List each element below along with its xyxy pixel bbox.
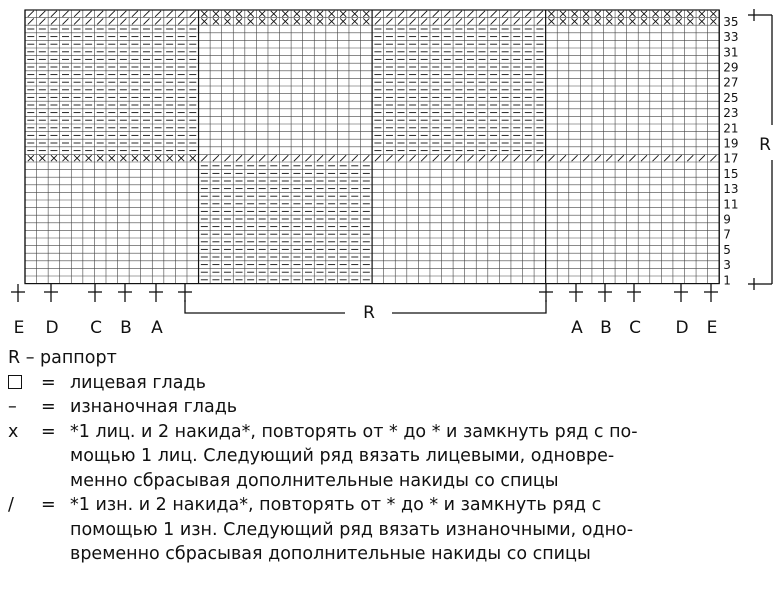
slash-symbol <box>155 18 161 24</box>
x-symbol <box>282 18 288 24</box>
row-label: 11 <box>723 197 739 212</box>
slash-symbol <box>479 11 485 17</box>
x-symbol <box>248 11 254 17</box>
x-symbol <box>294 11 300 17</box>
slash-symbol <box>537 155 543 161</box>
x-symbol <box>39 155 45 161</box>
x-symbol <box>641 11 647 17</box>
legend-symbol <box>8 371 32 396</box>
x-symbol <box>618 11 624 17</box>
slash-symbol <box>572 155 578 161</box>
legend-symbol: x <box>8 421 19 442</box>
x-symbol <box>109 155 115 161</box>
marker-plus <box>149 284 163 302</box>
slash-symbol <box>178 18 184 24</box>
x-symbol <box>282 11 288 17</box>
slash-symbol <box>248 155 254 161</box>
x-symbol <box>664 11 670 17</box>
legend-text-continued: временно сбрасывая дополнительные накиды со спицы <box>70 544 591 564</box>
marker-plus <box>569 284 583 302</box>
x-symbol <box>629 18 635 24</box>
x-symbol <box>687 11 693 17</box>
x-symbol <box>74 155 80 161</box>
slash-symbol <box>502 155 508 161</box>
slash-symbol <box>537 11 543 17</box>
slash-symbol <box>629 155 635 161</box>
slash-symbol <box>664 155 670 161</box>
marker-plus <box>627 284 641 302</box>
row-label: 15 <box>723 166 739 181</box>
marker-label-right: E <box>706 318 718 338</box>
slash-symbol <box>456 11 462 17</box>
slash-symbol <box>62 18 68 24</box>
slash-symbol <box>444 18 450 24</box>
slash-symbol <box>491 18 497 24</box>
slash-symbol <box>525 11 531 17</box>
slash-symbol <box>676 155 682 161</box>
legend-repeat-text: R – раппорт <box>8 348 117 368</box>
slash-symbol <box>74 11 80 17</box>
slash-symbol <box>39 18 45 24</box>
x-symbol <box>86 155 92 161</box>
slash-symbol <box>51 11 57 17</box>
slash-symbol <box>433 155 439 161</box>
slash-symbol <box>514 11 520 17</box>
marker-plus <box>539 284 553 302</box>
slash-symbol <box>132 11 138 17</box>
slash-symbol <box>433 18 439 24</box>
legend-equals: = <box>41 372 56 393</box>
slash-symbol <box>282 155 288 161</box>
legend-text: *1 изн. и 2 накида*, повторять от * до * и замкнуть ряд с <box>70 495 602 515</box>
x-symbol <box>710 11 716 17</box>
x-symbol <box>329 11 335 17</box>
slash-symbol <box>502 11 508 17</box>
legend-text: *1 лиц. и 2 накида*, повторять от * до * и замкнуть ряд с по- <box>70 421 638 442</box>
slash-symbol <box>167 11 173 17</box>
slash-symbol <box>363 155 369 161</box>
legend-symbol: – <box>8 397 17 417</box>
x-symbol <box>213 18 219 24</box>
slash-symbol <box>421 155 427 161</box>
slash-symbol <box>398 11 404 17</box>
slash-symbol <box>190 18 196 24</box>
x-symbol <box>363 18 369 24</box>
slash-symbol <box>51 18 57 24</box>
row-label: 5 <box>723 242 731 257</box>
slash-symbol <box>213 155 219 161</box>
legend-equals: = <box>41 397 56 417</box>
x-symbol <box>676 11 682 17</box>
row-label: 7 <box>723 227 731 242</box>
slash-symbol <box>537 18 543 24</box>
slash-symbol <box>190 11 196 17</box>
x-symbol <box>120 155 126 161</box>
marker-label-right: C <box>629 318 641 338</box>
x-symbol <box>363 11 369 17</box>
x-symbol <box>340 11 346 17</box>
slash-symbol <box>687 155 693 161</box>
x-symbol <box>305 18 311 24</box>
marker-label-right: D <box>675 318 689 338</box>
x-symbol <box>51 155 57 161</box>
slash-symbol <box>375 18 381 24</box>
slash-symbol <box>653 155 659 161</box>
marker-label-left: E <box>13 318 25 338</box>
legend-repeat-line <box>8 346 778 371</box>
marker-plus <box>88 284 102 302</box>
slash-symbol <box>491 11 497 17</box>
slash-symbol <box>86 11 92 17</box>
x-symbol <box>560 18 566 24</box>
x-symbol <box>178 155 184 161</box>
slash-symbol <box>28 18 34 24</box>
legend-item <box>8 395 778 420</box>
row-label: 21 <box>723 121 739 136</box>
slash-symbol <box>525 155 531 161</box>
marker-label-right: A <box>571 318 583 338</box>
x-symbol <box>653 11 659 17</box>
slash-symbol <box>444 11 450 17</box>
slash-symbol <box>410 11 416 17</box>
slash-symbol <box>236 155 242 161</box>
row-label: 25 <box>723 90 739 105</box>
row-label: 13 <box>723 182 739 197</box>
x-symbol <box>352 11 358 17</box>
legend-text-continued: мощью 1 лиц. Следующий ряд вязать лицевыми, одновре- <box>70 446 615 466</box>
x-symbol <box>317 11 323 17</box>
x-symbol <box>201 18 207 24</box>
row-label: 27 <box>723 75 739 90</box>
row-label: 29 <box>723 60 739 75</box>
slash-symbol <box>143 18 149 24</box>
row-label: 31 <box>723 45 739 60</box>
slash-symbol <box>329 155 335 161</box>
marker-label-left: D <box>45 318 59 338</box>
legend-text: лицевая гладь <box>70 372 206 393</box>
x-symbol <box>710 18 716 24</box>
x-symbol <box>641 18 647 24</box>
x-symbol <box>143 155 149 161</box>
slash-symbol <box>340 155 346 161</box>
marker-label-left: A <box>151 318 163 338</box>
x-symbol <box>548 18 554 24</box>
x-symbol <box>132 155 138 161</box>
slash-symbol <box>606 155 612 161</box>
x-symbol <box>560 11 566 17</box>
legend-text: изнаночная гладь <box>70 397 238 417</box>
row-label: 23 <box>723 106 739 121</box>
x-symbol <box>271 18 277 24</box>
x-symbol <box>687 18 693 24</box>
slash-symbol <box>699 155 705 161</box>
x-symbol <box>618 18 624 24</box>
slash-symbol <box>583 155 589 161</box>
slash-symbol <box>120 18 126 24</box>
slash-symbol <box>97 11 103 17</box>
slash-symbol <box>62 11 68 17</box>
slash-symbol <box>456 155 462 161</box>
slash-symbol <box>710 155 716 161</box>
slash-symbol <box>155 11 161 17</box>
knit-box-icon <box>8 375 22 389</box>
x-symbol <box>606 18 612 24</box>
slash-symbol <box>398 18 404 24</box>
slash-symbol <box>259 155 265 161</box>
right-repeat-label: R <box>759 135 771 155</box>
slash-symbol <box>120 11 126 17</box>
x-symbol <box>664 18 670 24</box>
legend-text-continued: менно сбрасывая дополнительные накиды со спицы <box>70 470 559 491</box>
slash-symbol <box>201 155 207 161</box>
x-symbol <box>629 11 635 17</box>
x-symbol <box>699 18 705 24</box>
x-symbol <box>28 155 34 161</box>
slash-symbol <box>525 18 531 24</box>
slash-symbol <box>224 155 230 161</box>
marker-plus <box>118 284 132 302</box>
slash-symbol <box>167 18 173 24</box>
x-symbol <box>340 18 346 24</box>
legend-equals: = <box>41 421 56 442</box>
slash-symbol <box>514 155 520 161</box>
bracket-left-arm <box>185 300 345 313</box>
row-label: 9 <box>723 212 731 227</box>
slash-symbol <box>74 18 80 24</box>
slash-symbol <box>386 155 392 161</box>
x-symbol <box>572 18 578 24</box>
slash-symbol <box>641 155 647 161</box>
slash-symbol <box>548 155 554 161</box>
row-label: 19 <box>723 136 739 151</box>
x-symbol <box>595 11 601 17</box>
legend-equals: = <box>41 495 56 515</box>
slash-symbol <box>294 155 300 161</box>
marker-label-left: B <box>120 318 132 338</box>
x-symbol <box>155 155 161 161</box>
marker-label-left: C <box>90 318 102 338</box>
slash-symbol <box>143 11 149 17</box>
slash-symbol <box>467 11 473 17</box>
x-symbol <box>167 155 173 161</box>
x-symbol <box>583 18 589 24</box>
bracket-right-arm <box>392 300 546 313</box>
x-symbol <box>97 155 103 161</box>
slash-symbol <box>514 18 520 24</box>
x-symbol <box>236 18 242 24</box>
slash-symbol <box>39 11 45 17</box>
slash-symbol <box>132 18 138 24</box>
slash-symbol <box>305 155 311 161</box>
slash-symbol <box>467 155 473 161</box>
slash-symbol <box>502 18 508 24</box>
marker-plus <box>598 284 612 302</box>
x-symbol <box>213 11 219 17</box>
x-symbol <box>305 11 311 17</box>
x-symbol <box>271 11 277 17</box>
slash-symbol <box>421 18 427 24</box>
x-symbol <box>259 18 265 24</box>
row-label: 3 <box>723 258 731 273</box>
row-label: 17 <box>723 151 739 166</box>
x-symbol <box>583 11 589 17</box>
row-label: 33 <box>723 30 739 45</box>
x-symbol <box>224 11 230 17</box>
slash-symbol <box>456 18 462 24</box>
slash-symbol <box>618 155 624 161</box>
slash-symbol <box>491 155 497 161</box>
slash-symbol <box>386 11 392 17</box>
slash-symbol <box>109 11 115 17</box>
x-symbol <box>201 11 207 17</box>
x-symbol <box>329 18 335 24</box>
x-symbol <box>259 11 265 17</box>
slash-symbol <box>271 155 277 161</box>
slash-symbol <box>386 18 392 24</box>
x-symbol <box>294 18 300 24</box>
legend-items <box>8 371 778 567</box>
slash-symbol <box>86 18 92 24</box>
slash-symbol <box>467 18 473 24</box>
slash-symbol <box>444 155 450 161</box>
x-symbol <box>548 11 554 17</box>
slash-symbol <box>595 155 601 161</box>
slash-symbol <box>352 155 358 161</box>
slash-symbol <box>479 18 485 24</box>
slash-symbol <box>109 18 115 24</box>
slash-symbol <box>421 11 427 17</box>
slash-symbol <box>410 155 416 161</box>
marker-label-right: B <box>600 318 612 338</box>
x-symbol <box>236 11 242 17</box>
slash-symbol <box>410 18 416 24</box>
slash-symbol <box>317 155 323 161</box>
slash-symbol <box>178 11 184 17</box>
legend-item <box>8 371 778 396</box>
x-symbol <box>190 155 196 161</box>
slash-symbol <box>560 155 566 161</box>
x-symbol <box>606 11 612 17</box>
slash-symbol <box>97 18 103 24</box>
row-label: 1 <box>723 273 731 288</box>
x-symbol <box>224 18 230 24</box>
slash-symbol <box>375 11 381 17</box>
x-symbol <box>699 11 705 17</box>
slash-symbol <box>28 11 34 17</box>
x-symbol <box>62 155 68 161</box>
row-label: 35 <box>723 14 739 29</box>
legend <box>8 346 778 567</box>
marker-plus <box>11 284 25 302</box>
marker-plus <box>44 284 58 302</box>
x-symbol <box>572 11 578 17</box>
x-symbol <box>653 18 659 24</box>
legend-text-continued: помощью 1 изн. Следующий ряд вязать изнаночными, одно- <box>70 519 634 540</box>
legend-item <box>8 493 778 518</box>
legend-symbol: / <box>8 495 14 515</box>
marker-plus <box>178 284 192 302</box>
x-symbol <box>352 18 358 24</box>
marker-plus <box>674 284 688 302</box>
x-symbol <box>248 18 254 24</box>
marker-plus <box>704 284 718 302</box>
x-symbol <box>676 18 682 24</box>
bottom-markers <box>11 284 718 302</box>
legend-item <box>8 420 778 445</box>
x-symbol <box>595 18 601 24</box>
bottom-repeat-label: R <box>363 303 375 323</box>
slash-symbol <box>433 11 439 17</box>
x-symbol <box>317 18 323 24</box>
slash-symbol <box>479 155 485 161</box>
slash-symbol <box>398 155 404 161</box>
slash-symbol <box>375 155 381 161</box>
